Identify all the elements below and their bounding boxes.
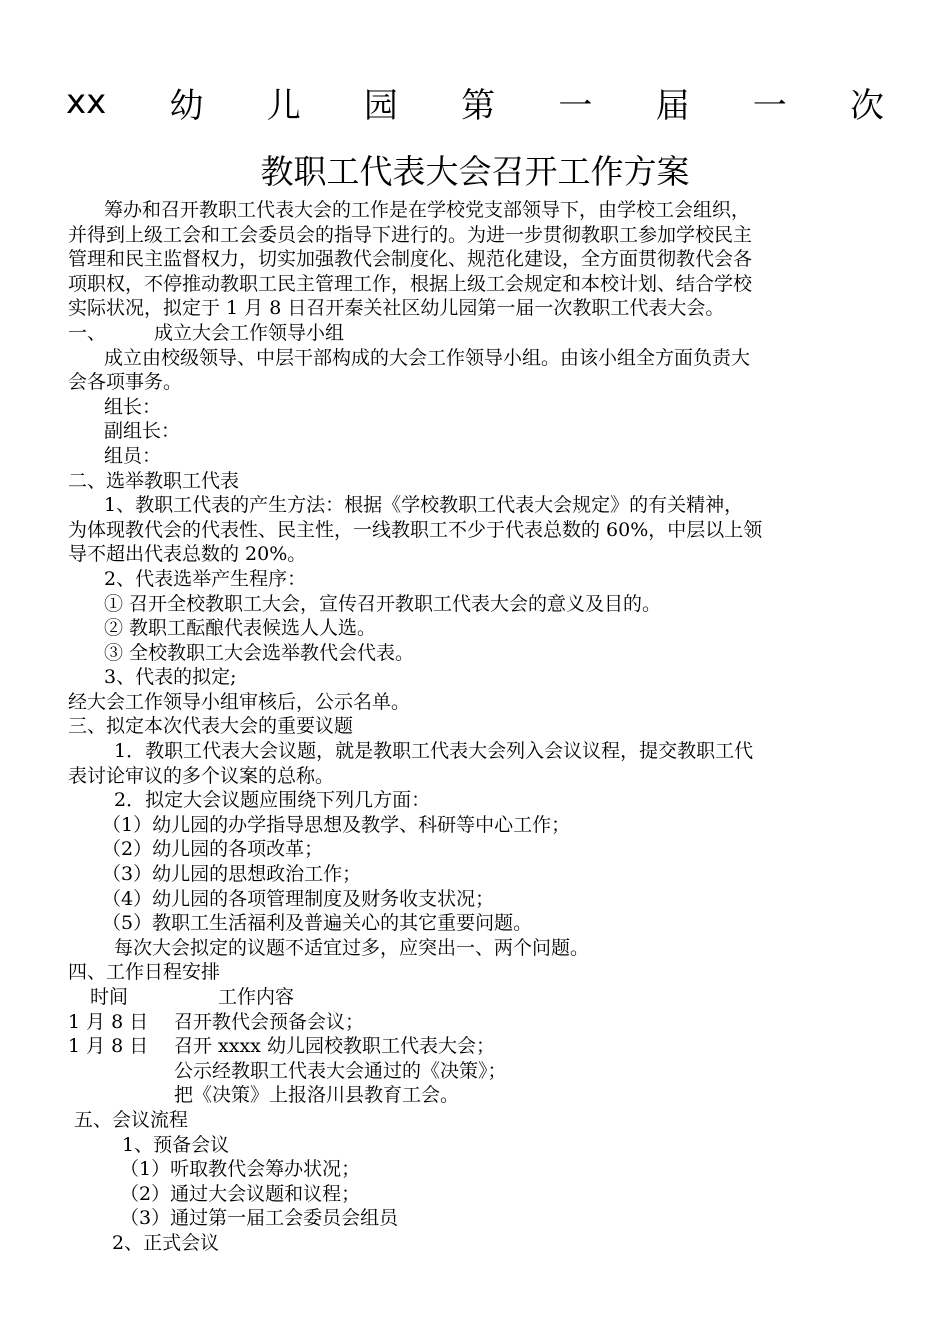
schedule-date: 1 月 8 日 bbox=[68, 1010, 149, 1033]
section-4-heading: 四、工作日程安排 bbox=[68, 961, 221, 984]
section-3-subheading: 2．拟定大会议题应围绕下列几方面： bbox=[114, 789, 431, 812]
topic-item: （2）幼儿园的各项改革； bbox=[102, 838, 324, 861]
document-body bbox=[68, 198, 882, 1256]
schedule-header bbox=[68, 985, 882, 1010]
schedule-row bbox=[68, 1010, 882, 1035]
title-char: 次 bbox=[850, 85, 884, 126]
section-1-para-line: 会各项事务。 bbox=[68, 371, 183, 394]
schedule-content: 召开 xxxx 幼儿园校教职工代表大会； bbox=[174, 1035, 495, 1058]
leader-label: 组长： bbox=[104, 395, 162, 418]
topic-item: （5）教职工生活福利及普遍关心的其它重要问题。 bbox=[102, 912, 533, 935]
schedule-date: 1 月 8 日 bbox=[68, 1035, 149, 1058]
schedule-content-header: 工作内容 bbox=[218, 986, 295, 1008]
section-5-subheading: 1、预备会议 bbox=[122, 1133, 230, 1156]
title-char: 一 bbox=[558, 85, 593, 126]
flow-item: （3）通过第一届工会委员会组员 bbox=[120, 1207, 399, 1230]
section-5-heading: 五、会议流程 bbox=[74, 1108, 189, 1131]
intro-line: 管理和民主监督权力，切实加强教代会制度化、规范化建设，全方面贯彻教代会各 bbox=[68, 248, 753, 271]
section-3-para-line: 1．教职工代表大会议题，就是教职工代表大会列入会议议程，提交教职工代 bbox=[114, 740, 754, 763]
schedule-content: 召开教代会预备会议； bbox=[174, 1010, 365, 1033]
intro-line: 并得到上级工会和工会委员会的指导下进行的。为进一步贯彻教职工参加学校民主 bbox=[68, 223, 753, 246]
schedule-time-header: 时间 bbox=[90, 986, 129, 1008]
section-3-para-line: 表讨论审议的多个议案的总称。 bbox=[68, 764, 335, 787]
title-char: 一 bbox=[752, 85, 787, 126]
title-char: 第 bbox=[461, 85, 496, 126]
election-step: ② 教职工酝酿代表候选人人选。 bbox=[104, 617, 377, 640]
flow-item: （2）通过大会议题和议程； bbox=[120, 1182, 361, 1205]
schedule-row bbox=[68, 1034, 882, 1059]
section-2-heading: 二、选举教职工代表 bbox=[68, 469, 240, 492]
title-line-1 bbox=[66, 78, 884, 126]
section-3-note: 每次大会拟定的议题不适宜过多，应突出一、两个问题。 bbox=[114, 936, 590, 959]
title-line-2: 教职工代表大会召开工作方案 bbox=[260, 152, 690, 191]
title-char: 园 bbox=[363, 85, 398, 126]
topic-item: （3）幼儿园的思想政治工作； bbox=[102, 863, 362, 886]
section-3-heading: 三、拟定本次代表大会的重要议题 bbox=[68, 715, 354, 738]
election-step: ③ 全校教职工大会选举教代会代表。 bbox=[104, 641, 415, 664]
title-char: 届 bbox=[655, 85, 690, 126]
intro-line: 实际状况，拟定于 1 月 8 日召开秦关社区幼儿园第一届一次教职工代表大会。 bbox=[68, 297, 725, 320]
section-2-para-line: 导不超出代表总数的 20%。 bbox=[68, 543, 307, 566]
title-char: 儿 bbox=[266, 85, 301, 126]
schedule-continuation: 公示经教职工代表大会通过的《决策》； bbox=[174, 1059, 507, 1082]
intro-line: 项职权，不停推动教职工民主管理工作，根据上级工会规定和本校计划、结合学校 bbox=[68, 272, 753, 295]
section-2-para-line: 为体现教代会的代表性、民主性，一线教职工不少于代表总数的 60%，中层以上领 bbox=[68, 518, 763, 541]
flow-item: （1）听取教代会筹办状况； bbox=[120, 1158, 361, 1181]
topic-item: （1）幼儿园的办学指导思想及教学、科研等中心工作； bbox=[102, 813, 571, 836]
section-1-para-line: 成立由校级领导、中层干部构成的大会工作领导小组。由该小组全方面负责大 bbox=[104, 346, 751, 369]
intro-line: 筹办和召开教职工代表大会的工作是在学校党支部领导下，由学校工会组织， bbox=[104, 199, 751, 221]
section-1-heading: 一、 成立大会工作领导小组 bbox=[68, 321, 345, 344]
vice-leader-label: 副组长： bbox=[104, 420, 181, 443]
section-2-subheading: 3、代表的拟定; bbox=[104, 666, 237, 689]
schedule-continuation: 把《决策》上报洛川县教育工会。 bbox=[174, 1084, 460, 1107]
election-step: ① 召开全校教职工大会，宣传召开教职工代表大会的意义及目的。 bbox=[104, 592, 662, 615]
title-char: 幼 bbox=[169, 85, 204, 126]
section-2-subheading: 2、代表选举产生程序： bbox=[104, 567, 307, 590]
section-2-para-line: 1、教职工代表的产生方法：根据《学校教职工代表大会规定》的有关精神， bbox=[104, 494, 744, 517]
member-label: 组员： bbox=[104, 444, 162, 467]
section-5-subheading: 2、正式会议 bbox=[112, 1231, 220, 1254]
section-2-para-line: 经大会工作领导小组审核后，公示名单。 bbox=[68, 690, 411, 713]
topic-item: （4）幼儿园的各项管理制度及财务收支状况； bbox=[102, 887, 495, 910]
title-char: xx bbox=[66, 82, 107, 122]
